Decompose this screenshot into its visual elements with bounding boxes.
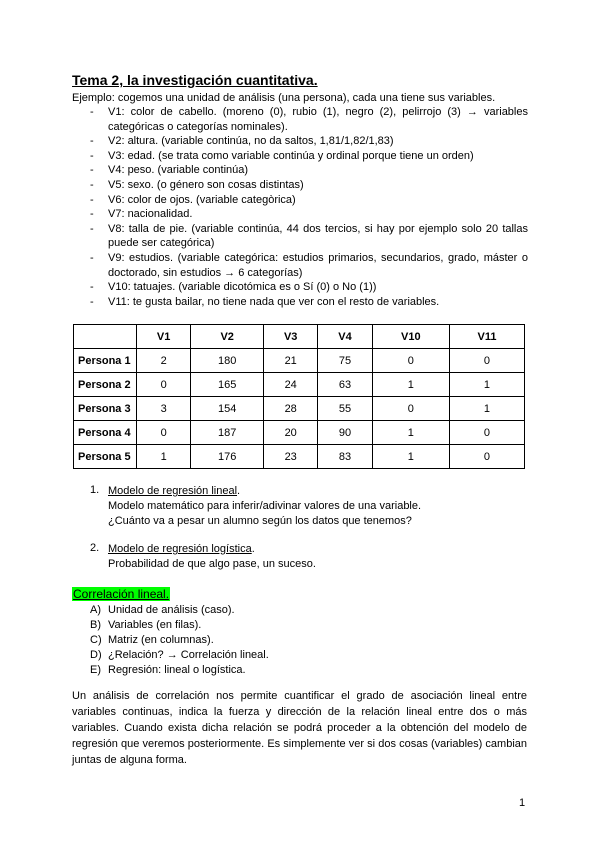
data-table bbox=[73, 324, 525, 469]
table-header-row bbox=[74, 325, 525, 349]
table-cell: 75 bbox=[318, 349, 372, 373]
row-label: Persona 4 bbox=[74, 421, 137, 445]
table-cell: 20 bbox=[264, 421, 318, 445]
list-item: - V11: te gusta bailar, no tiene nada que ver con el resto de variables. bbox=[90, 295, 528, 310]
item-letter: B) bbox=[90, 619, 101, 631]
item-letter: D) bbox=[90, 649, 102, 661]
table-cell: 0 bbox=[372, 397, 449, 421]
table-cell: 154 bbox=[191, 397, 264, 421]
table-cell: 1 bbox=[137, 445, 191, 469]
table-cell: 0 bbox=[137, 373, 191, 397]
table-cell: 0 bbox=[137, 421, 191, 445]
table-row bbox=[74, 421, 525, 445]
model-heading: Modelo de regresión logística bbox=[108, 543, 252, 555]
list-item bbox=[90, 618, 269, 633]
table-header-cell bbox=[74, 325, 137, 349]
table-cell: 21 bbox=[264, 349, 318, 373]
list-item: - V8: talla de pie. (variable continúa, 44 dos tercios, si hay por ejemplo solo 20 tallas puede ser categórica) bbox=[90, 222, 528, 251]
list-item: - V5: sexo. (o género son cosas distintas) bbox=[90, 178, 528, 193]
table-cell: 55 bbox=[318, 397, 372, 421]
table-cell: 0 bbox=[449, 421, 524, 445]
model-line: ¿Cuánto va a pesar un alumno según los datos que tenemos? bbox=[108, 515, 412, 527]
table-cell: 90 bbox=[318, 421, 372, 445]
table-cell: 28 bbox=[264, 397, 318, 421]
table-cell: 165 bbox=[191, 373, 264, 397]
table-cell: 83 bbox=[318, 445, 372, 469]
list-item bbox=[90, 603, 269, 618]
list-item: - V1: color de cabello. (moreno (0), rubio (1), negro (2), pelirrojo (3) → variables categóricas o categorías nominales). bbox=[90, 105, 528, 134]
table-row bbox=[74, 445, 525, 469]
item-number: 2. bbox=[90, 542, 100, 554]
correlation-steps bbox=[90, 603, 269, 678]
item-letter: C) bbox=[90, 634, 102, 646]
list-item: - V7: nacionalidad. bbox=[90, 207, 528, 222]
item-text: Matriz (en columnas). bbox=[108, 634, 214, 646]
list-item bbox=[90, 663, 269, 678]
model-line: Modelo matemático para inferir/adivinar valores de una variable. bbox=[108, 500, 422, 512]
table-cell: 3 bbox=[137, 397, 191, 421]
table-cell: 24 bbox=[264, 373, 318, 397]
table-header-cell: V2 bbox=[191, 325, 264, 349]
table-header-cell: V4 bbox=[318, 325, 372, 349]
list-item: - V9: estudios. (variable categórica: estudios primarios, secundarios, grado, máster o doctorado, sin estudios → 6 categorías) bbox=[90, 251, 528, 280]
list-item: - V10: tatuajes. (variable dicotómica es o Sí (0) o No (1)) bbox=[90, 280, 528, 295]
intro-text: Ejemplo: cogemos una unidad de análisis (una persona), cada una tiene sus variables. bbox=[72, 92, 496, 104]
table-cell: 1 bbox=[449, 397, 524, 421]
table-header-cell: V1 bbox=[137, 325, 191, 349]
table-cell: 0 bbox=[372, 349, 449, 373]
row-label: Persona 3 bbox=[74, 397, 137, 421]
table-cell: 1 bbox=[372, 445, 449, 469]
table-row bbox=[74, 349, 525, 373]
item-text: Variables (en filas). bbox=[108, 619, 202, 631]
table-cell: 1 bbox=[372, 421, 449, 445]
list-item: - V6: color de ojos. (variable categòrica) bbox=[90, 193, 528, 208]
page-number: 1 bbox=[519, 797, 526, 809]
item-text: Unidad de análisis (caso). bbox=[108, 604, 235, 616]
table-cell: 1 bbox=[449, 373, 524, 397]
correlation-heading: Correlación lineal. bbox=[73, 587, 170, 601]
heading-suffix: . bbox=[237, 485, 241, 497]
model-item-linear bbox=[90, 484, 530, 529]
table-cell: 23 bbox=[264, 445, 318, 469]
model-item-logistic bbox=[90, 542, 530, 572]
heading-suffix: . bbox=[251, 543, 255, 555]
table-cell: 180 bbox=[191, 349, 264, 373]
table-header-cell: V11 bbox=[449, 325, 524, 349]
item-text: ¿Relación? → Correlación lineal. bbox=[108, 649, 269, 661]
list-item: - V3: edad. (se trata como variable continúa y ordinal porque tiene un orden) bbox=[90, 149, 528, 164]
page-title: Tema 2, la investigación cuantitativa. bbox=[72, 72, 318, 88]
table-header-cell: V3 bbox=[264, 325, 318, 349]
table-cell: 1 bbox=[372, 373, 449, 397]
table-cell: 187 bbox=[191, 421, 264, 445]
model-line: Probabilidad de que algo pase, un suceso. bbox=[108, 558, 316, 570]
variables-list bbox=[90, 105, 528, 309]
table-cell: 176 bbox=[191, 445, 264, 469]
correlation-paragraph: Un análisis de correlación nos permite cuantificar el grado de asociación lineal entre variables continuas, indica la fuerza y dirección de la relación lineal entre dos o más variables. Cuando exista dicha relación se podrá proceder a la obtención del modelo de regresión que veremos posteriormente. Es simplemente ver si dos cosas (variables) cambian juntas de alguna forma. bbox=[72, 690, 527, 766]
table-cell: 63 bbox=[318, 373, 372, 397]
list-item: - V2: altura. (variable continúa, no da saltos, 1,81/1,82/1,83) bbox=[90, 134, 528, 149]
item-letter: A) bbox=[90, 604, 101, 616]
list-item bbox=[90, 648, 269, 663]
row-label: Persona 2 bbox=[74, 373, 137, 397]
row-label: Persona 1 bbox=[74, 349, 137, 373]
model-heading: Modelo de regresión lineal bbox=[108, 485, 238, 497]
item-number: 1. bbox=[90, 484, 100, 496]
table-cell: 0 bbox=[449, 349, 524, 373]
item-letter: E) bbox=[90, 664, 101, 676]
row-label: Persona 5 bbox=[74, 445, 137, 469]
list-item: - V4: peso. (variable continúa) bbox=[90, 163, 528, 178]
list-item bbox=[90, 633, 269, 648]
table-cell: 2 bbox=[137, 349, 191, 373]
table-row bbox=[74, 397, 525, 421]
table-row bbox=[74, 373, 525, 397]
table-cell: 0 bbox=[449, 445, 524, 469]
item-text: Regresión: lineal o logística. bbox=[108, 664, 246, 676]
table-header-cell: V10 bbox=[372, 325, 449, 349]
